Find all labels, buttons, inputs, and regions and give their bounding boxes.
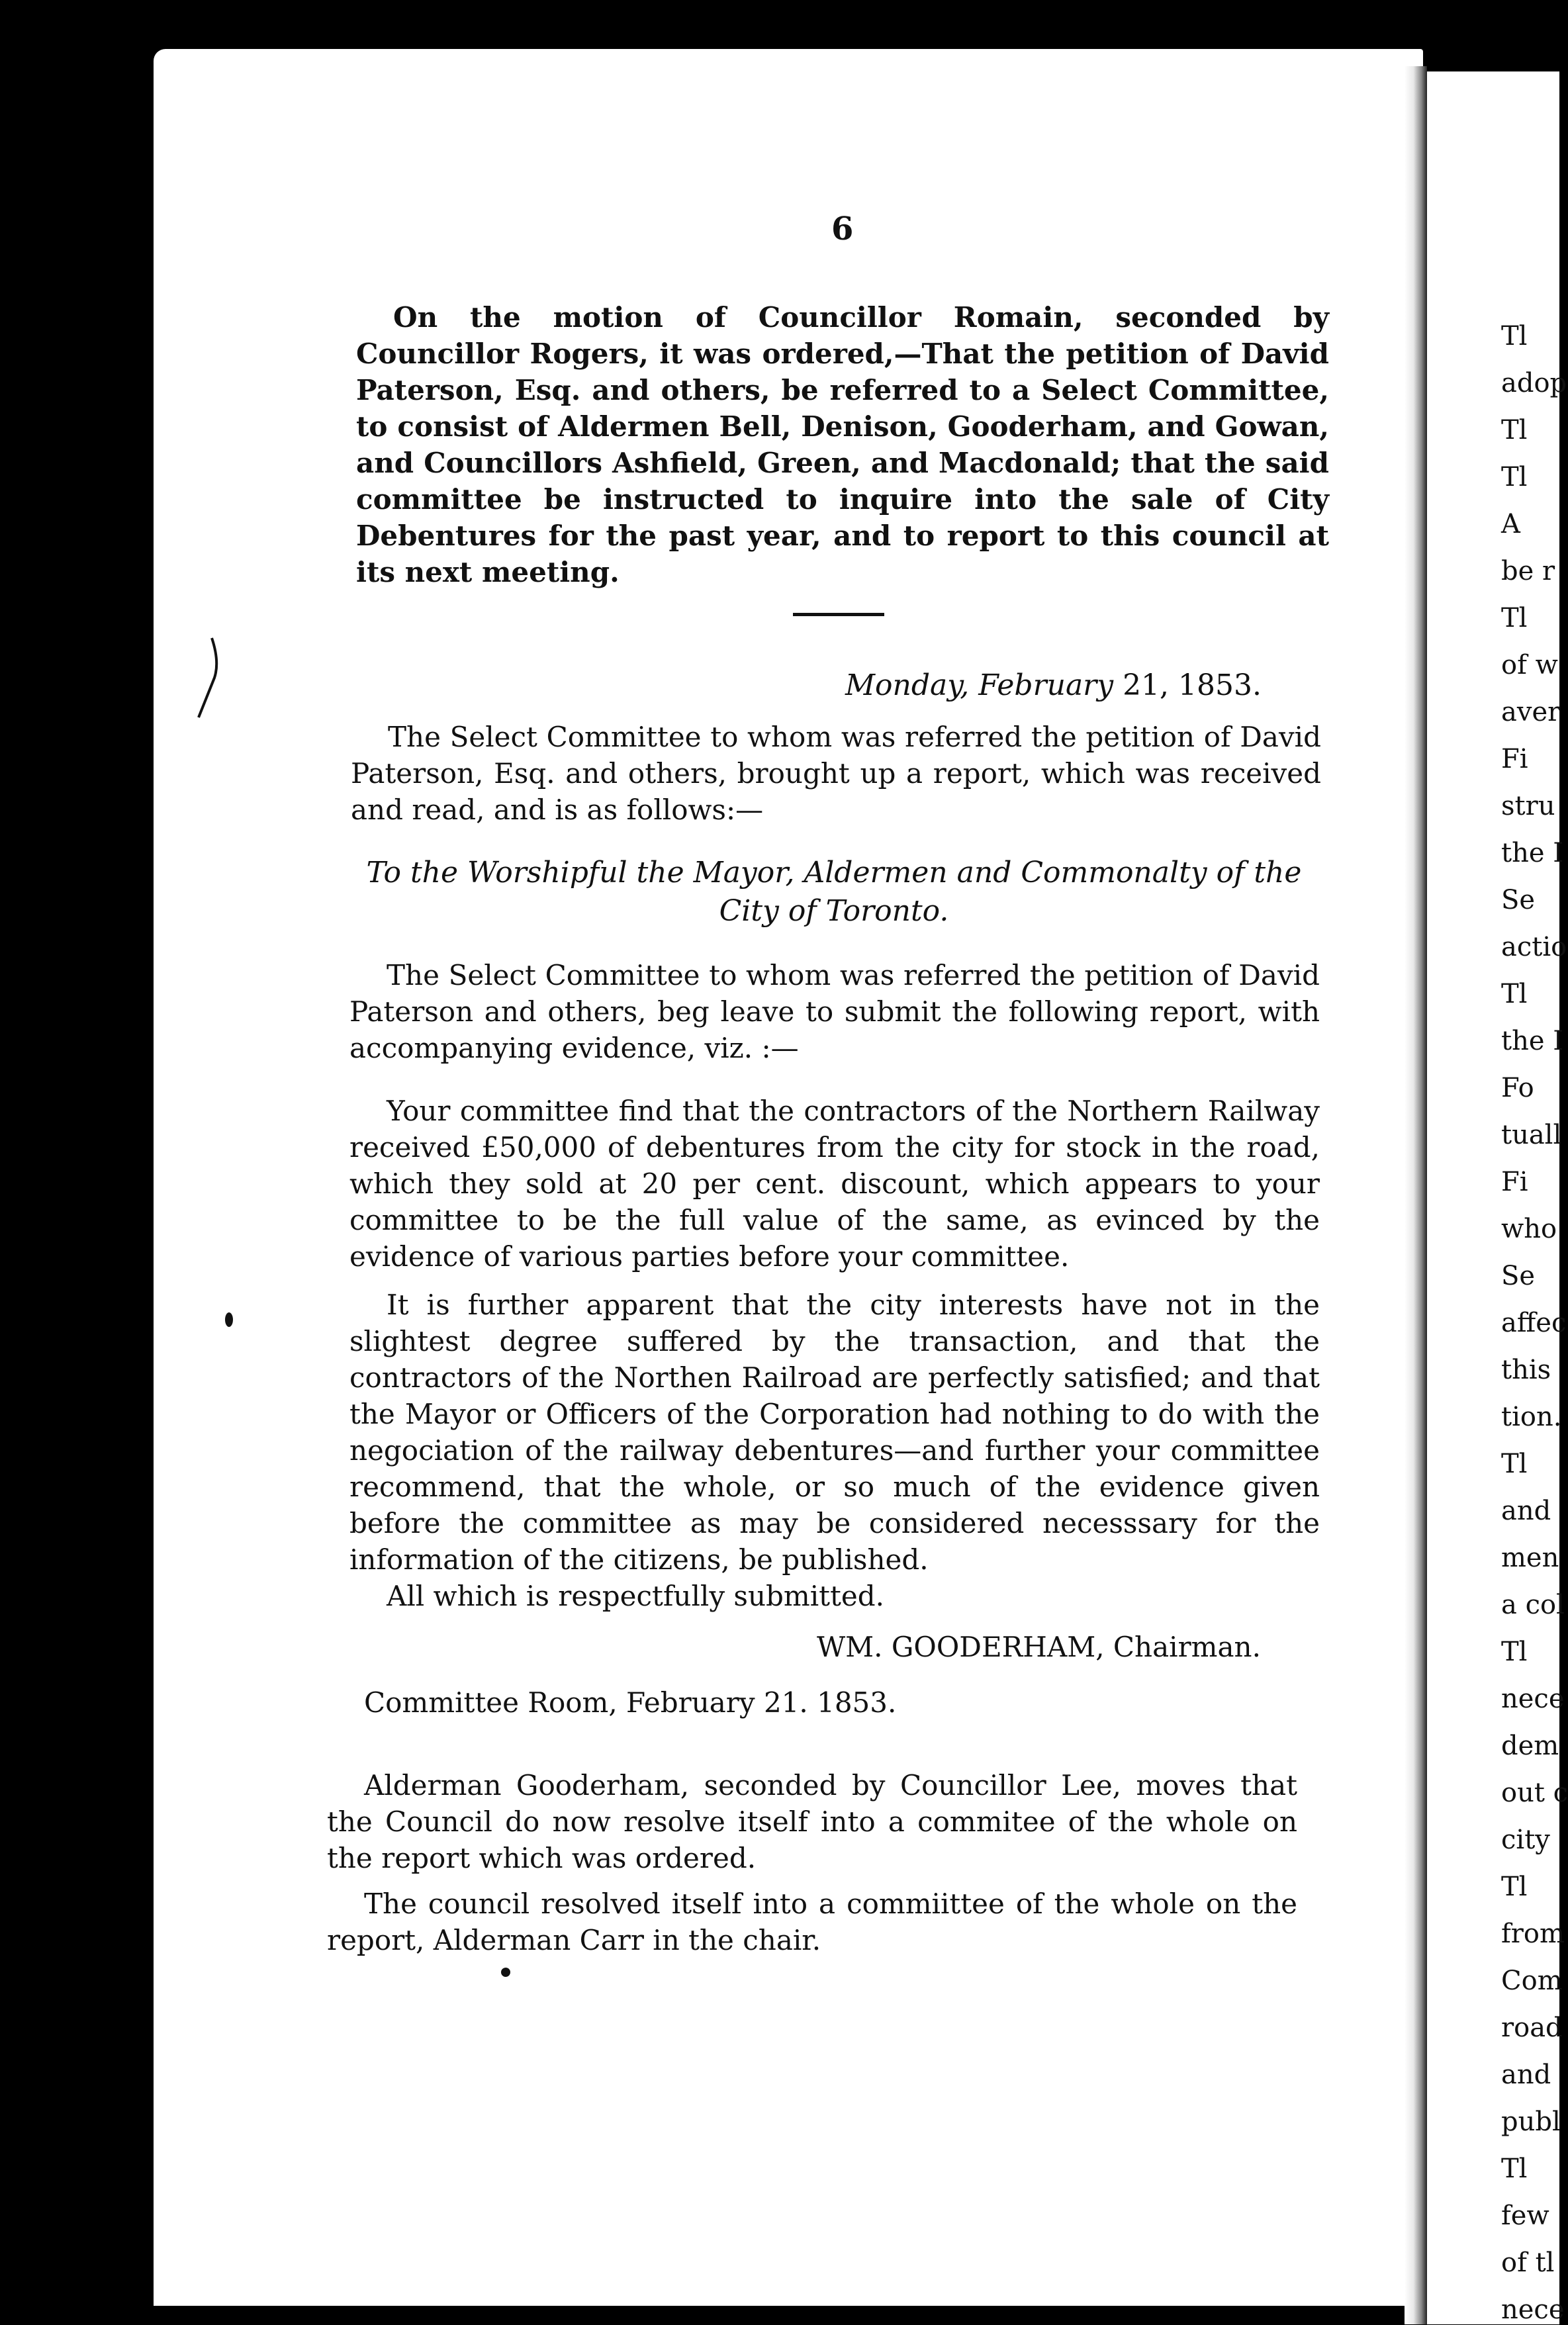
facing-page-fragment: Fi: [1501, 744, 1528, 774]
facing-page-fragment: aver: [1501, 697, 1561, 727]
facing-page-fragment: publ: [1501, 2107, 1561, 2137]
facing-page-fragment: Tl: [1501, 321, 1528, 351]
facing-page-fragment: Tl: [1501, 2154, 1528, 2184]
facing-page-fragment: adop: [1501, 368, 1567, 398]
report-paragraph-1: The Select Committee to whom was referred the petition of David Paterson and others, beg leave to submit the following report, with accompanying evidence, viz. :—: [349, 959, 1320, 1064]
report-body: [349, 957, 1320, 1614]
facing-page-fragment: and: [1501, 1496, 1551, 1526]
facing-page-fragment: actio: [1501, 932, 1567, 962]
motion-paragraph-block: [356, 299, 1329, 590]
facing-page-fragment: who: [1501, 1214, 1557, 1244]
ink-dot-mark: [499, 1966, 512, 1979]
report-intro: The Select Committee to whom was referred the petition of David Paterson, Esq. and others, brought up a report, which was received and read, and is as follows:—: [351, 721, 1321, 826]
meeting-date-year: 21, 1853.: [1113, 668, 1262, 702]
address-line-1: To the Worshipful the Mayor, Aldermen and Commonalty of the: [366, 856, 1302, 889]
facing-page-fragment: Tl: [1501, 603, 1528, 633]
facing-page-fragment: from: [1501, 1919, 1565, 1949]
address-line-2: City of Toronto.: [719, 894, 949, 928]
report-paragraph-2: Your committee find that the contractors of the Northern Railway received £50,000 of debentures from the city for stock in the road, which they sold at 20 per cent. discount, which appears to your committee to be the full value of the same, as evinced by the evidence of various parties before your committee.: [349, 1095, 1320, 1273]
book-spine: [1405, 66, 1427, 2324]
facing-page-fragment: men: [1501, 1543, 1559, 1573]
facing-page-fragment: the I: [1501, 838, 1564, 868]
facing-page-fragment: out c: [1501, 1778, 1568, 1808]
facing-page-fragment: and: [1501, 2060, 1551, 2090]
second-motion: Alderman Gooderham, seconded by Councillor Lee, moves that the Council do now resolve itself into a commitee of the whole on the report which was ordered.: [327, 1769, 1297, 1874]
facing-page-fragment: dem: [1501, 1731, 1559, 1761]
facing-page-fragment: the I: [1501, 1026, 1564, 1056]
section-divider: [793, 613, 884, 616]
meeting-date: [845, 668, 1262, 702]
meeting-date-day: Monday, February: [845, 668, 1114, 702]
page-number: 6: [831, 210, 854, 248]
facing-page-fragment: affec: [1501, 1308, 1567, 1338]
facing-page-fragment: Tl: [1501, 415, 1528, 445]
facing-page-fragment: nece: [1501, 2295, 1565, 2325]
committee-room-date: Committee Room, February 21. 1853.: [364, 1686, 897, 1719]
closing-block: [327, 1767, 1297, 1958]
facing-page-fragment: few: [1501, 2201, 1549, 2231]
facing-page-fragment: city: [1501, 1825, 1550, 1855]
facing-page-fragment: Tl: [1501, 462, 1528, 492]
facing-page-fragment: nece: [1501, 1684, 1565, 1714]
facing-page-fragment: A: [1501, 509, 1520, 539]
report-closing: All which is respectfully submitted.: [387, 1580, 885, 1612]
facing-page-fragment: be r: [1501, 556, 1555, 586]
margin-pen-mark: [185, 635, 225, 721]
facing-page-fragment: of tl: [1501, 2248, 1555, 2278]
facing-page-fragment: Com: [1501, 1966, 1563, 1996]
facing-page-fragment: Fo: [1501, 1073, 1534, 1103]
facing-page-fragment: tion.: [1501, 1402, 1562, 1432]
chairman-signature: WM. GOODERHAM, Chairman.: [817, 1631, 1261, 1663]
committee-resolution: The council resolved itself into a commiittee of the whole on the report, Alderman Carr in the chair.: [327, 1888, 1297, 1956]
facing-page-fragment: road: [1501, 2013, 1563, 2043]
ink-spot-mark: [222, 1310, 236, 1329]
facing-page-fragment: stru: [1501, 791, 1555, 821]
facing-page-fragment: this: [1501, 1355, 1551, 1385]
motion-paragraph: On the motion of Councillor Romain, seconded by Councillor Rogers, it was ordered,—That the petition of David Paterson, Esq. and others, be referred to a Select Committee, to consist of Aldermen Bell, Denison, Gooderham, and Gowan, and Councillors Ashfield, Green, and Macdonald; that the said committee be instructed to inquire into the sale of City Debentures for the past year, and to report to this council at its next meeting.: [356, 301, 1329, 588]
report-address: [351, 854, 1317, 931]
report-intro-block: [351, 719, 1321, 828]
facing-page-fragment: Se: [1501, 1261, 1536, 1291]
facing-page-fragment: a col: [1501, 1590, 1565, 1620]
facing-page-fragment: tuall: [1501, 1120, 1562, 1150]
facing-page-fragment: Se: [1501, 885, 1536, 915]
facing-page: [1427, 71, 1568, 2325]
report-paragraph-3: It is further apparent that the city interests have not in the slightest degree suffered by the transaction, and that the contractors of the Northen Railroad are perfectly satisfied; and that the Mayor or Officers of the Corporation had nothing to do with the negociation of the railway debentures—and further your committee recommend, that the whole, or so much of the evidence given before the committee as may be considered necesssary for the information of the citizens, be published.: [349, 1289, 1320, 1576]
facing-page-fragment: Tl: [1501, 979, 1528, 1009]
facing-page-fragment: of w: [1501, 650, 1558, 680]
facing-page-fragment: Tl: [1501, 1637, 1528, 1667]
facing-page-fragment: Fi: [1501, 1167, 1528, 1197]
facing-page-fragment: Tl: [1501, 1872, 1528, 1902]
facing-page-fragment: Tl: [1501, 1449, 1528, 1479]
